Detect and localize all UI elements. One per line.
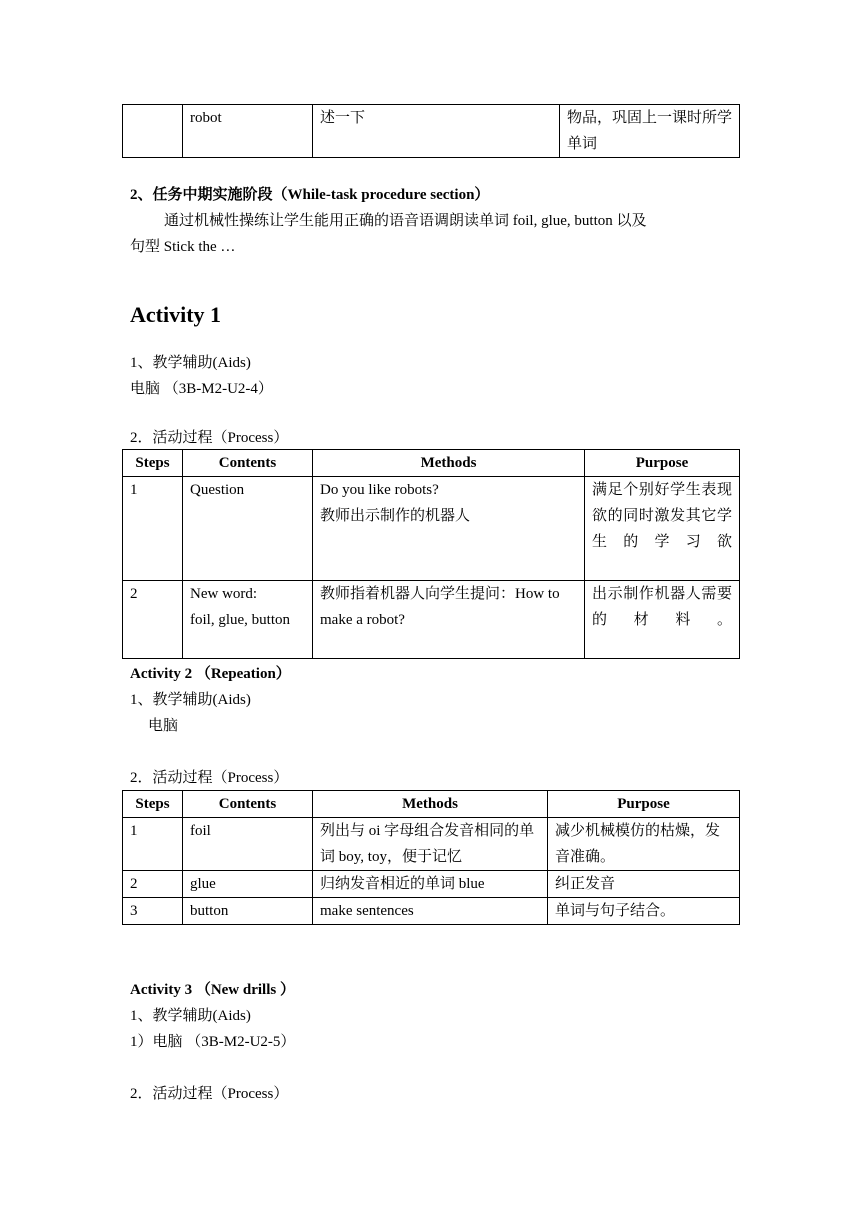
table-cell [123,105,183,158]
table-cell: 3 [123,898,183,925]
table-cell: New word: foil, glue, button [183,581,313,659]
column-header: Contents [183,791,313,818]
table-cell: 物品，巩固上一课时所学单词 [560,105,740,158]
aids-label: 1、教学辅助(Aids) [130,1008,251,1024]
table-header-row [123,791,740,818]
column-header: Steps [123,791,183,818]
aids-value: 电脑 （3B-M2-U2-4） [130,381,273,397]
table-cell: 2 [123,581,183,659]
column-header: Contents [183,450,313,477]
table-cell: 单词与句子结合。 [548,898,740,925]
table-cell: 纠正发音 [548,871,740,898]
top-table [122,104,740,158]
table-cell: Question [183,477,313,581]
process-label: 2．活动过程（Process） [130,770,289,786]
table-row [123,477,740,581]
table-cell: 归纳发音相近的单词 blue [313,871,548,898]
table-cell: 满足个别好学生表现欲的同时激发其它学生的学习欲 [585,477,740,581]
column-header: Steps [123,450,183,477]
activity-title: Activity 2 （Repeation） [130,666,291,682]
activity1-table [122,449,740,659]
table-cell: 列出与 oi 字母组合发音相同的单词 boy, toy，便于记忆 [313,818,548,871]
activity-title: Activity 3 （New drills ） [130,982,295,998]
aids-value: 1）电脑 （3B-M2-U2-5） [130,1034,296,1050]
column-header: Methods [313,450,585,477]
table-cell: make sentences [313,898,548,925]
table-cell: 减少机械模仿的枯燥，发音准确。 [548,818,740,871]
column-header: Purpose [585,450,740,477]
aids-label: 1、教学辅助(Aids) [130,692,251,708]
aids-label: 1、教学辅助(Aids) [130,355,251,371]
table-cell: 1 [123,477,183,581]
table-cell: 教师指着机器人向学生提问：How to make a robot? [313,581,585,659]
table-row [123,818,740,871]
aids-value: 电脑 [148,718,179,734]
paragraph-line: 通过机械性操练让学生能用正确的语音语调朗读单词 foil, glue, button 以及 [164,213,647,229]
column-header: Methods [313,791,548,818]
section-heading: 2、任务中期实施阶段（While-task procedure section） [130,187,490,203]
table-header-row [123,450,740,477]
table-cell: 出示制作机器人需要的材料。 [585,581,740,659]
table-cell: 述一下 [313,105,560,158]
paragraph-line: 句型 Stick the … [130,239,236,255]
activity2-table [122,790,740,925]
process-label: 2．活动过程（Process） [130,1086,289,1102]
table-cell: foil [183,818,313,871]
process-label: 2．活动过程（Process） [130,430,289,446]
table-cell: glue [183,871,313,898]
table-row [123,898,740,925]
table-row [123,581,740,659]
table-cell: robot [183,105,313,158]
column-header: Purpose [548,791,740,818]
table-cell: button [183,898,313,925]
activity-title: Activity 1 [130,302,222,327]
table-row [123,871,740,898]
table-cell: 2 [123,871,183,898]
table-cell: 1 [123,818,183,871]
table-row [123,105,740,158]
table-cell: Do you like robots? 教师出示制作的机器人 [313,477,585,581]
